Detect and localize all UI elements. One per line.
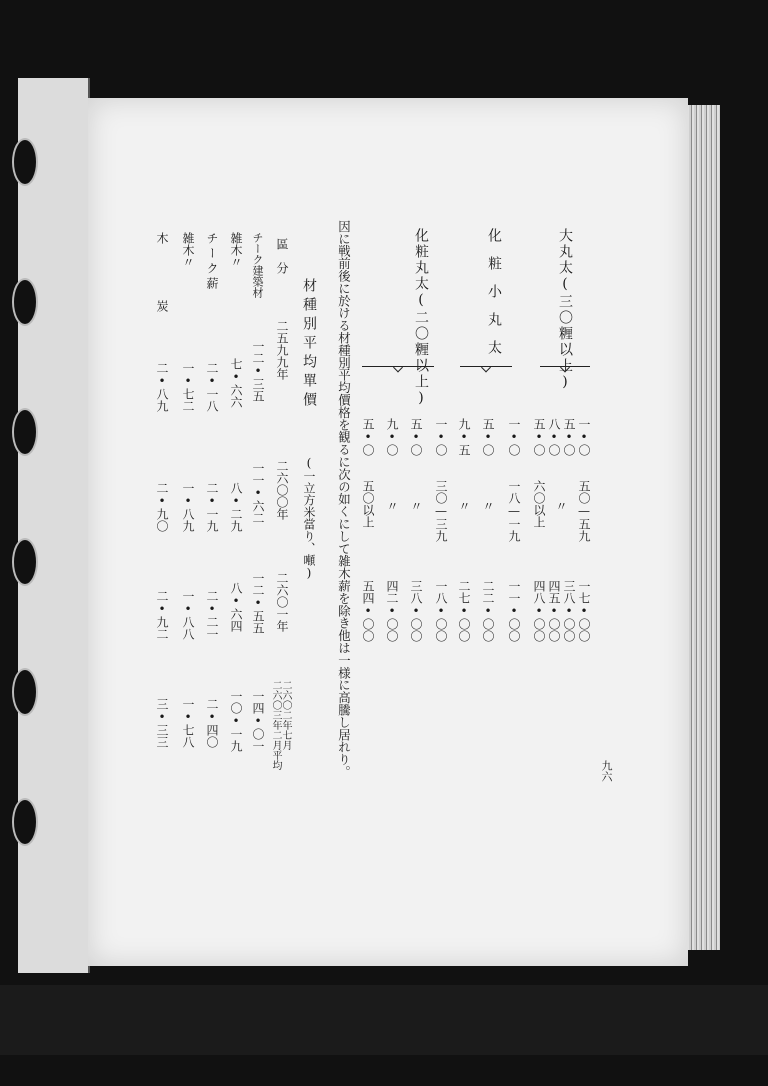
brace-decor-log [362, 352, 434, 367]
row-label-decor-log: 化粧丸太(二〇糎以上) [413, 228, 429, 408]
size-0-2: 八•〇 [547, 418, 561, 456]
page-number: 九六 [600, 760, 613, 782]
header-label: 區 分 [275, 238, 289, 274]
misc-wood-2599: 七•六六 [229, 358, 243, 408]
size-2-3: 五•〇 [361, 418, 375, 456]
teak-building-2599: 一二•三五 [251, 340, 265, 402]
length-2-2: 〃 [385, 500, 399, 512]
left-facing-page [18, 78, 90, 973]
header-year-avg: 二六〇二年七月 二六〇三年二月平均 [270, 680, 291, 770]
row-label-large-log: 大丸太(三〇糎以上) [557, 228, 573, 392]
length-1-0: 一八—一九 [507, 480, 521, 542]
size-1-2: 九•五 [457, 418, 471, 456]
length-1-2: 〃 [457, 500, 471, 512]
length-0-2: 六〇以上 [532, 480, 546, 528]
size-0-0: 一•〇 [577, 418, 591, 456]
price-1-0: 一一•〇〇 [507, 580, 521, 642]
row-label-charcoal: 木 炭 [155, 232, 169, 334]
length-2-0: 三〇—三九 [434, 480, 448, 542]
teak-firewood-avg: 二•四〇 [205, 698, 219, 748]
price-0-1: 三八•〇〇 [562, 580, 576, 642]
misc-firewood-2600: 一•八九 [181, 482, 195, 532]
row-label-teak-building: チーク建築材 [251, 232, 264, 298]
row-label-misc-wood: 雑木〃 [229, 232, 243, 268]
misc-wood-2600: 八•二九 [229, 482, 243, 532]
size-0-3: 五•〇 [532, 418, 546, 456]
header-year-2601: 二六〇一年 [275, 572, 289, 632]
size-2-2: 九•〇 [385, 418, 399, 456]
row-label-small-log: 化粧小丸太 [486, 228, 502, 368]
brace-small-log [460, 352, 512, 367]
page-fore-edge [684, 105, 720, 950]
misc-firewood-2601: 一•八八 [181, 590, 195, 640]
charcoal-avg: 三•三三 [155, 698, 169, 748]
price-0-2: 四五•〇〇 [547, 580, 561, 642]
row-label-misc-firewood: 雑木〃 [181, 232, 195, 268]
price-0-3: 四八•〇〇 [532, 580, 546, 642]
teak-building-avg: 一四•〇一 [251, 690, 265, 752]
misc-wood-avg: 一〇•一九 [229, 690, 243, 752]
teak-firewood-2599: 二•一八 [205, 362, 219, 412]
misc-firewood-avg: 一•七八 [181, 698, 195, 748]
price-2-3: 五四•〇〇 [361, 580, 375, 642]
brace-large-log [540, 352, 590, 367]
charcoal-2600: 二•九〇 [155, 482, 169, 532]
teak-firewood-2600: 二•一九 [205, 482, 219, 532]
size-2-0: 一•〇 [434, 418, 448, 456]
teak-firewood-2601: 二•二一 [205, 590, 219, 640]
price-2-0: 一八•〇〇 [434, 580, 448, 642]
price-1-1: 二二•〇〇 [481, 580, 495, 642]
length-0-0: 五〇—五九 [577, 480, 591, 542]
price-2-2: 四二•〇〇 [385, 580, 399, 642]
length-0-1: 〃 [554, 500, 568, 512]
table-unit: (一立方米當り、噸) [302, 456, 316, 580]
header-year-2599: 二五九九年 [275, 320, 289, 380]
length-2-3: 五〇以上 [361, 480, 375, 528]
body-text: 因に戦前後に於ける材種別平均價格を観るに次の如くにして雑木薪を除き他は一様に高騰し居れり。 [336, 220, 352, 778]
length-1-1: 〃 [481, 500, 495, 512]
teak-building-2601: 一二•五五 [251, 572, 265, 634]
length-2-1: 〃 [409, 500, 423, 512]
charcoal-2601: 二•九二 [155, 590, 169, 640]
row-label-teak-firewood: チーク薪 [205, 232, 219, 292]
scan-bottom-strip [0, 985, 768, 1055]
misc-wood-2601: 八•六四 [229, 582, 243, 632]
size-2-1: 五•〇 [409, 418, 423, 456]
price-2-1: 三八•〇〇 [409, 580, 423, 642]
size-0-1: 五•〇 [562, 418, 576, 456]
header-year-2600: 二六〇〇年 [275, 460, 289, 520]
price-0-0: 一七•〇〇 [577, 580, 591, 642]
teak-building-2600: 一一•六二 [251, 462, 265, 524]
charcoal-2599: 二•八九 [155, 362, 169, 412]
document-page [88, 98, 688, 966]
price-1-2: 二七•〇〇 [457, 580, 471, 642]
size-1-0: 一•〇 [507, 418, 521, 456]
table-title: 材種別平均單價 [301, 278, 317, 411]
misc-firewood-2599: 一•七二 [181, 362, 195, 412]
size-1-1: 五•〇 [481, 418, 495, 456]
